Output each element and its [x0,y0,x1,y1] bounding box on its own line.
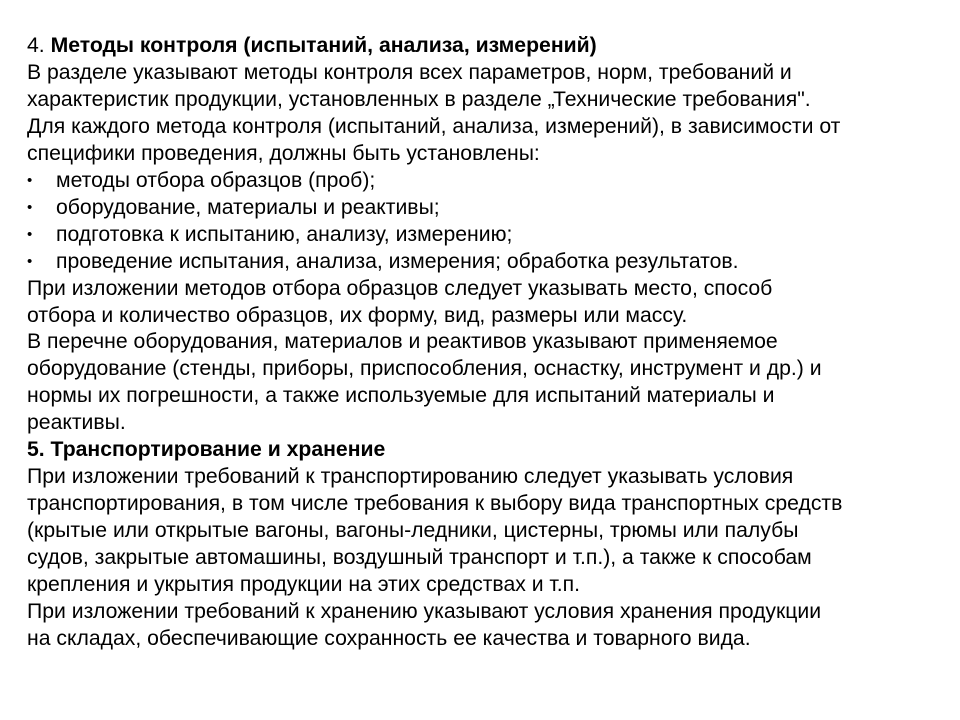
section-4-number: 4. [27,34,51,57]
storage-paragraph [27,599,952,653]
paragraph-line: В перечне оборудования, материалов и реактивов указывают применяемое [27,330,778,354]
section-4-heading [27,33,952,60]
list-item [27,195,952,222]
methods-bullet-list [27,168,952,276]
bullet-icon: • [27,198,33,216]
equipment-paragraph [27,329,952,437]
list-item [27,168,952,195]
slide-body [27,33,952,653]
paragraph-line: транспортирования, в том числе требования к выбору вида транспортных средств [27,492,843,516]
paragraph-line: характеристик продукции, установленных в разделе „Технические требования". [27,87,811,111]
paragraph-line: При изложении методов отбора образцов следует указывать место, способ [27,276,773,300]
paragraph-line: При изложении требований к хранению указывают условия хранения продукции [27,600,822,624]
section-4-title: Методы контроля (испытаний, анализа, измерений) [50,34,597,57]
paragraph-line: При изложении требований к транспортированию следует указывать условия [27,465,794,489]
paragraph-line: на складах, обеспечивающие сохранность ее качества и товарного вида. [27,626,751,650]
list-item [27,249,952,276]
paragraph-line: Для каждого метода контроля (испытаний, анализа, измерений), в зависимости от [27,114,841,138]
list-item [27,222,952,249]
bullet-icon: • [27,225,33,243]
bullet-icon: • [27,171,33,189]
list-item-text: методы отбора образцов (проб); [56,168,376,192]
list-item-text: проведение испытания, анализа, измерения; обработка результатов. [56,249,739,273]
paragraph-line: специфики проведения, должны быть установлены: [27,141,540,165]
transport-paragraph [27,464,952,599]
section-4-intro [27,60,952,168]
paragraph-line: оборудование (стенды, приборы, приспособления, оснастку, инструмент и др.) и [27,357,822,381]
paragraph-line: судов, закрытые автомашины, воздушный транспорт и т.п.), а также к способам [27,546,812,570]
section-5-heading: 5. Транспортирование и хранение [27,438,386,462]
paragraph-line: отбора и количество образцов, их форму, вид, размеры или массу. [27,303,688,327]
paragraph-line: (крытые или открытые вагоны, вагоны-ледники, цистерны, трюмы или палубы [27,519,799,543]
paragraph-line: крепления и укрытия продукции на этих средствах и т.п. [27,573,581,597]
paragraph-line: нормы их погрешности, а также используемые для испытаний материалы и [27,384,775,408]
paragraph-line: В разделе указывают методы контроля всех параметров, норм, требований и [27,60,792,84]
bullet-icon: • [27,252,33,270]
list-item-text: оборудование, материалы и реактивы; [56,195,440,219]
list-item-text: подготовка к испытанию, анализу, измерению; [56,222,513,246]
paragraph-line: реактивы. [27,411,126,435]
sampling-paragraph [27,276,952,330]
